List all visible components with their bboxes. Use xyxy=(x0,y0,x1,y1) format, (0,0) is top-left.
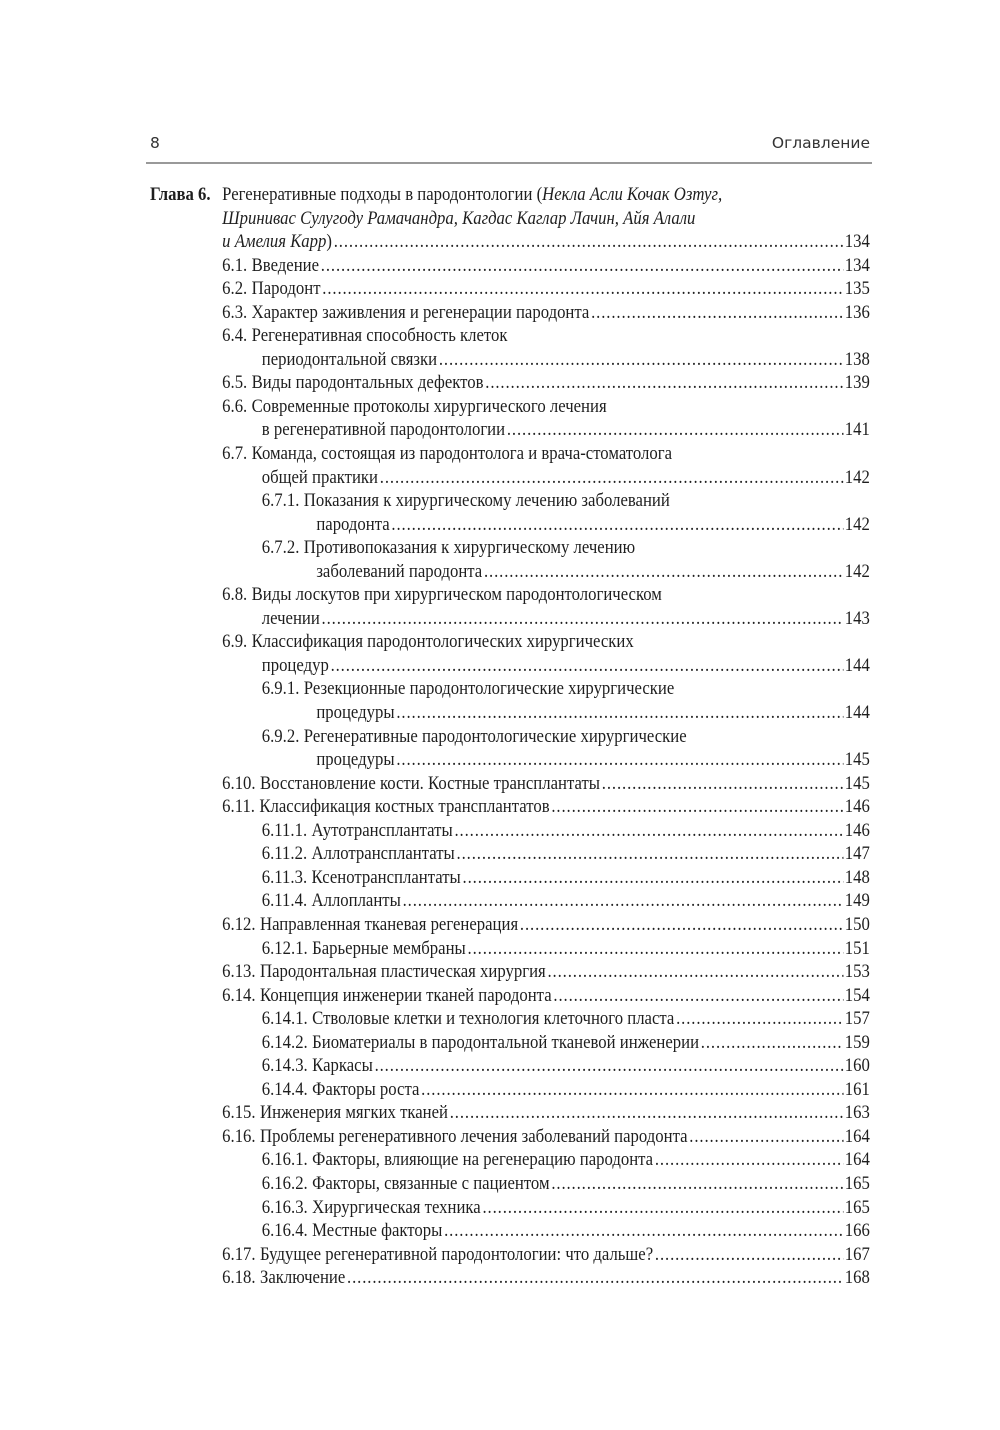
section-title: лечении xyxy=(261,607,320,629)
page-ref: 146 xyxy=(844,819,870,841)
page-ref: 142 xyxy=(844,466,870,488)
dot-leader xyxy=(380,466,843,490)
toc-entry-line xyxy=(150,984,870,1008)
toc-entry-line xyxy=(150,1101,870,1125)
toc-entry[interactable] xyxy=(150,1243,870,1267)
dot-leader xyxy=(334,230,843,254)
toc-entry[interactable] xyxy=(150,1031,870,1055)
dot-leader xyxy=(547,960,843,984)
dot-leader xyxy=(347,1266,843,1290)
toc-entry[interactable] xyxy=(150,536,870,583)
toc-entry-line xyxy=(150,1172,870,1196)
dot-leader xyxy=(507,418,843,442)
toc-entry[interactable] xyxy=(150,772,870,796)
toc-entry-line xyxy=(150,1196,870,1220)
section-title: Каркасы xyxy=(312,1055,373,1077)
dot-leader xyxy=(396,701,843,725)
section-title: в регенеративной пародонтологии xyxy=(261,419,506,441)
closing-paren: ) xyxy=(326,231,332,253)
dot-leader xyxy=(444,1219,843,1243)
toc-entry[interactable] xyxy=(150,630,870,677)
toc-entry[interactable] xyxy=(150,489,870,536)
section-title: Факторы, связанные с пациентом xyxy=(312,1172,550,1194)
toc-entry-line xyxy=(150,725,870,749)
section-title: Концепция инженерии тканей пародонта xyxy=(260,984,552,1006)
page-ref: 149 xyxy=(844,890,870,912)
section-number: 6.9.2. xyxy=(261,725,300,747)
section-title: Пародонтальная пластическая хирургия xyxy=(260,961,546,983)
toc-entry[interactable] xyxy=(150,324,870,371)
section-number: 6.4. xyxy=(222,325,248,347)
page-ref: 159 xyxy=(844,1031,870,1053)
dot-leader xyxy=(463,866,843,890)
page-ref: 165 xyxy=(844,1172,870,1194)
page-ref: 142 xyxy=(844,513,870,535)
toc-entry-line xyxy=(150,795,870,819)
section-title: Команда, состоящая из пародонтолога и врача-стоматолога xyxy=(251,443,673,465)
header-rule xyxy=(146,162,872,164)
toc-entry[interactable] xyxy=(150,819,870,843)
dot-leader xyxy=(439,348,843,372)
page-ref: 157 xyxy=(844,1008,870,1030)
section-title: Ксенотрансплантаты xyxy=(311,866,461,888)
page-ref: 167 xyxy=(844,1243,870,1265)
dot-leader xyxy=(454,819,843,843)
toc-entry[interactable] xyxy=(150,1148,870,1172)
toc-entry-line xyxy=(150,254,870,278)
dot-leader xyxy=(450,1101,843,1125)
chapter-line-3[interactable] xyxy=(150,230,870,254)
page-ref: 154 xyxy=(844,984,870,1006)
section-title: Регенеративные пародонтологические хирургические xyxy=(303,725,687,747)
toc-entry-line xyxy=(150,866,870,890)
page-ref: 145 xyxy=(844,772,870,794)
section-title: Будущее регенеративной пародонтологии: что дальше? xyxy=(260,1243,654,1265)
page-ref: 148 xyxy=(844,866,870,888)
section-number: 6.11.1. xyxy=(261,819,308,841)
toc-entry-line xyxy=(150,748,870,772)
toc-entry[interactable] xyxy=(150,913,870,937)
section-title: Характер заживления и регенерации пародонта xyxy=(251,301,590,323)
page-ref: 143 xyxy=(844,607,870,629)
section-number: 6.14. xyxy=(222,984,256,1006)
section-title: Современные протоколы хирургического лечения xyxy=(251,395,607,417)
section-number: 6.7.2. xyxy=(261,537,300,559)
dot-leader xyxy=(591,301,843,325)
section-title: Классификация пародонтологических хирургических xyxy=(251,631,634,653)
section-title: Пародонт xyxy=(251,278,321,300)
toc-entry[interactable] xyxy=(150,795,870,819)
toc-entry-line xyxy=(150,1078,870,1102)
toc-entry-line xyxy=(150,889,870,913)
section-number: 6.12. xyxy=(222,913,256,935)
toc-entry-line xyxy=(150,677,870,701)
dot-leader xyxy=(403,889,843,913)
section-title: Хирургическая техника xyxy=(312,1196,481,1218)
section-number: 6.14.4. xyxy=(261,1078,308,1100)
section-title: Инженерия мягких тканей xyxy=(260,1102,448,1124)
toc-entry[interactable] xyxy=(150,395,870,442)
toc-entry[interactable] xyxy=(150,1196,870,1220)
section-number: 6.7. xyxy=(222,443,248,465)
dot-leader xyxy=(655,1148,843,1172)
dot-leader xyxy=(551,795,843,819)
chapter-authors: Некла Асли Кочак Озтуг, xyxy=(542,184,723,205)
toc-entry[interactable] xyxy=(150,1172,870,1196)
dot-leader xyxy=(689,1125,843,1149)
page-ref: 134 xyxy=(844,254,870,276)
section-number: 6.13. xyxy=(222,961,256,983)
section-title: пародонта xyxy=(316,513,390,535)
toc-entry[interactable] xyxy=(150,937,870,961)
page-ref: 145 xyxy=(844,749,870,771)
page-ref: 164 xyxy=(844,1149,870,1171)
page-ref: 164 xyxy=(844,1125,870,1147)
section-title: Резекционные пародонтологические хирургические xyxy=(303,678,675,700)
section-title: Виды пародонтальных дефектов xyxy=(251,372,484,394)
page-ref: 141 xyxy=(844,419,870,441)
section-title: Барьерные мембраны xyxy=(312,937,466,959)
section-title: Стволовые клетки и технология клеточного пласта xyxy=(312,1008,675,1030)
section-number: 6.7.1. xyxy=(261,490,300,512)
page-ref: 151 xyxy=(844,937,870,959)
section-title: общей практики xyxy=(261,466,379,488)
toc-entry[interactable] xyxy=(150,1101,870,1125)
page-ref: 144 xyxy=(844,702,870,724)
section-number: 6.16. xyxy=(222,1125,256,1147)
section-number: 6.15. xyxy=(222,1102,256,1124)
toc-entry[interactable] xyxy=(150,254,870,278)
page-ref: 135 xyxy=(844,278,870,300)
page-ref: 166 xyxy=(844,1220,870,1242)
section-title: процедуры xyxy=(316,702,395,724)
section-number: 6.9.1. xyxy=(261,678,300,700)
section-number: 6.11.3. xyxy=(261,866,308,888)
section-title: Заключение xyxy=(260,1267,346,1289)
section-number: 6.14.3. xyxy=(261,1055,308,1077)
dot-leader xyxy=(421,1078,843,1102)
section-number: 6.2. xyxy=(222,278,248,300)
section-title: Оглавление xyxy=(771,134,870,152)
toc-entry-line xyxy=(150,324,870,348)
dot-leader xyxy=(391,513,843,537)
dot-leader xyxy=(553,984,843,1008)
section-title: Введение xyxy=(251,254,320,276)
section-title: Виды лоскутов при хирургическом пародонтологическом xyxy=(251,584,662,606)
section-number: 6.9. xyxy=(222,631,248,653)
page-ref: 146 xyxy=(844,796,870,818)
toc-entry-line xyxy=(150,1054,870,1078)
toc-entry[interactable] xyxy=(150,725,870,772)
section-number: 6.11.4. xyxy=(261,890,308,912)
toc-entry-line xyxy=(150,395,870,419)
dot-leader xyxy=(484,560,843,584)
toc-entry[interactable] xyxy=(150,1054,870,1078)
page-ref: 150 xyxy=(844,913,870,935)
section-number: 6.5. xyxy=(222,372,248,394)
toc-entry-line xyxy=(150,466,870,490)
dot-leader xyxy=(321,254,843,278)
section-title: процедур xyxy=(261,654,329,676)
section-number: 6.18. xyxy=(222,1267,256,1289)
toc-entry[interactable] xyxy=(150,442,870,489)
section-title: Восстановление кости. Костные трансплантаты xyxy=(260,772,601,794)
page-ref: 139 xyxy=(844,372,870,394)
section-title: заболеваний пародонта xyxy=(316,560,483,582)
section-title: Аутотрансплантаты xyxy=(311,819,453,841)
toc-entry-line xyxy=(150,1243,870,1267)
chapter-line-1 xyxy=(150,183,870,207)
toc-entry-line xyxy=(150,560,870,584)
toc-entry-line xyxy=(150,960,870,984)
section-number: 6.17. xyxy=(222,1243,256,1265)
running-header xyxy=(150,134,870,158)
toc-entry-line xyxy=(150,701,870,725)
toc-entry-line xyxy=(150,913,870,937)
section-title: Аллотрансплантаты xyxy=(311,843,455,865)
toc-entry-line xyxy=(150,536,870,560)
dot-leader xyxy=(322,277,843,301)
dot-leader xyxy=(602,772,843,796)
toc-entry-line xyxy=(150,418,870,442)
section-title: Проблемы регенеративного лечения заболеваний пародонта xyxy=(260,1125,688,1147)
toc-entry[interactable] xyxy=(150,842,870,866)
dot-leader xyxy=(551,1172,843,1196)
toc-entry[interactable] xyxy=(150,1266,870,1290)
toc-entry-line xyxy=(150,442,870,466)
section-number: 6.11. xyxy=(222,796,255,818)
dot-leader xyxy=(457,842,843,866)
page-ref: 147 xyxy=(844,843,870,865)
toc-entry-line xyxy=(150,842,870,866)
toc-entry[interactable] xyxy=(150,1007,870,1031)
toc-entry-line xyxy=(150,348,870,372)
toc-entry-line xyxy=(150,583,870,607)
dot-leader xyxy=(468,937,843,961)
section-title: Классификация костных трансплантатов xyxy=(259,796,550,818)
page-ref: 144 xyxy=(844,654,870,676)
section-number: 6.11.2. xyxy=(261,843,308,865)
section-number: 6.14.1. xyxy=(261,1008,308,1030)
section-title: Показания к хирургическому лечению заболеваний xyxy=(303,490,670,512)
page-ref: 161 xyxy=(844,1078,870,1100)
toc-entry-line xyxy=(150,1266,870,1290)
chapter-authors-cont: Шринивас Сулугоду Рамачандра, Кагдас Каглар Лачин, Айя Алали xyxy=(222,207,696,229)
section-title: периодонтальной связки xyxy=(261,348,438,370)
toc-entry-line xyxy=(150,937,870,961)
toc-entry[interactable] xyxy=(150,677,870,724)
toc-entry-line xyxy=(150,607,870,631)
chapter-authors-end: и Амелия Карр xyxy=(222,231,327,253)
section-number: 6.6. xyxy=(222,395,248,417)
section-number: 6.3. xyxy=(222,301,248,323)
section-title: Биоматериалы в пародонтальной тканевой инженерии xyxy=(312,1031,700,1053)
section-number: 6.14.2. xyxy=(261,1031,308,1053)
toc-entry[interactable] xyxy=(150,301,870,325)
dot-leader xyxy=(396,748,843,772)
toc-entry-line xyxy=(150,1219,870,1243)
toc-entry-line xyxy=(150,513,870,537)
dot-leader xyxy=(482,1196,843,1220)
toc-entry-line xyxy=(150,371,870,395)
section-title: Факторы, влияющие на регенерацию пародонта xyxy=(312,1149,654,1171)
table-of-contents xyxy=(150,183,870,1290)
dot-leader xyxy=(520,913,843,937)
dot-leader xyxy=(375,1054,843,1078)
toc-entry[interactable] xyxy=(150,889,870,913)
chapter-line-2 xyxy=(150,207,870,231)
toc-entry[interactable] xyxy=(150,1219,870,1243)
section-number: 6.16.3. xyxy=(261,1196,308,1218)
dot-leader xyxy=(485,371,843,395)
toc-entry-line xyxy=(150,772,870,796)
toc-entry-line xyxy=(150,277,870,301)
section-title: Направленная тканевая регенерация xyxy=(260,913,519,935)
toc-entry-line xyxy=(150,654,870,678)
chapter-label: Глава 6. xyxy=(150,184,211,205)
toc-entry[interactable] xyxy=(150,583,870,630)
toc-entry[interactable] xyxy=(150,866,870,890)
page-ref: 136 xyxy=(844,301,870,323)
page-ref: 168 xyxy=(844,1267,870,1289)
section-number: 6.12.1. xyxy=(261,937,308,959)
section-title: Регенеративная способность клеток xyxy=(251,325,508,347)
section-number: 6.16.1. xyxy=(261,1149,308,1171)
section-number: 6.8. xyxy=(222,584,248,606)
toc-entry-line xyxy=(150,1031,870,1055)
section-number: 6.16.4. xyxy=(261,1220,308,1242)
section-number: 6.10. xyxy=(222,772,256,794)
section-title: процедуры xyxy=(316,749,395,771)
toc-entry-line xyxy=(150,1125,870,1149)
toc-entry[interactable] xyxy=(150,984,870,1008)
section-number: 6.1. xyxy=(222,254,248,276)
toc-entry-line xyxy=(150,301,870,325)
dot-leader xyxy=(676,1007,843,1031)
page-ref: 165 xyxy=(844,1196,870,1218)
section-title: Факторы роста xyxy=(312,1078,420,1100)
page-number: 8 xyxy=(150,134,160,152)
toc-entry[interactable] xyxy=(150,1078,870,1102)
dot-leader xyxy=(331,654,843,678)
dot-leader xyxy=(322,607,843,631)
toc-entry-line xyxy=(150,1007,870,1031)
page-ref: 160 xyxy=(844,1055,870,1077)
dot-leader xyxy=(701,1031,843,1055)
section-title: Аллопланты xyxy=(311,890,401,912)
toc-entry-line xyxy=(150,819,870,843)
page-ref: 142 xyxy=(844,560,870,582)
page-ref: 134 xyxy=(844,231,870,253)
toc-entry-line xyxy=(150,1148,870,1172)
page-ref: 163 xyxy=(844,1102,870,1124)
chapter-title: Регенеративные подходы в пародонтологии ( xyxy=(222,184,543,205)
toc-entry[interactable] xyxy=(150,960,870,984)
section-number: 6.16.2. xyxy=(261,1172,308,1194)
toc-entry-line xyxy=(150,489,870,513)
toc-entry[interactable] xyxy=(150,371,870,395)
toc-entry-line xyxy=(150,630,870,654)
toc-entry[interactable] xyxy=(150,277,870,301)
section-title: Противопоказания к хирургическому лечению xyxy=(303,537,636,559)
page-ref: 153 xyxy=(844,961,870,983)
toc-entry[interactable] xyxy=(150,1125,870,1149)
dot-leader xyxy=(655,1243,843,1267)
section-title: Местные факторы xyxy=(312,1220,443,1242)
page-ref: 138 xyxy=(844,348,870,370)
